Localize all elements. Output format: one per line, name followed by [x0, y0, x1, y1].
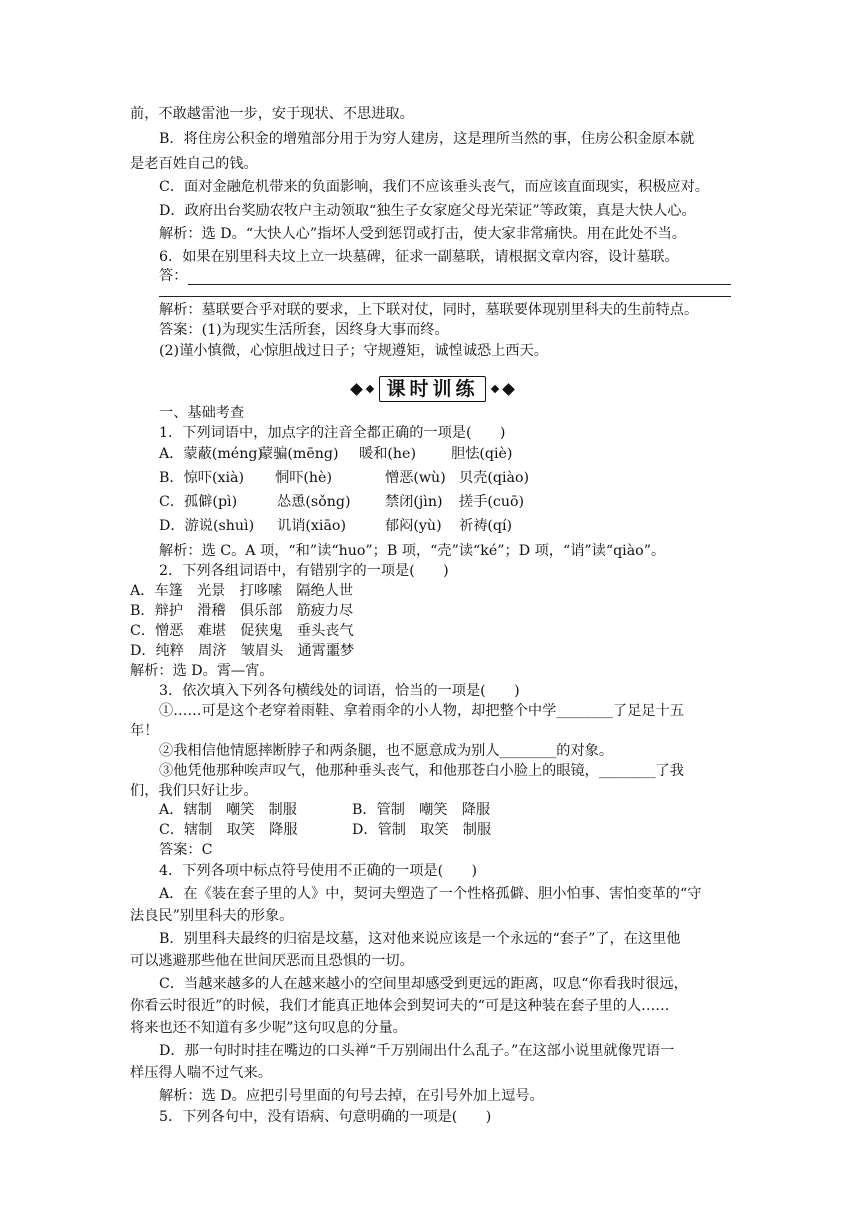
section-heading: 一、基础考查 [159, 405, 245, 421]
q3-option-c: C．辖制 取笑 降服 [159, 822, 298, 838]
answer-line: (2)谨小慎微，心惊胆战过日子；守规遵矩，诚惶诚恐上西天。 [159, 343, 548, 359]
text-line: 前，不敢越雷池一步，安于现状、不思进取。 [130, 106, 414, 122]
word: 胆怯(qiè) [451, 446, 513, 462]
option-c: C．面对金融危机带来的负面影响，我们不应该垂头丧气，而应该直面现实，积极应对。 [159, 179, 709, 195]
question-5: 5．下列各句中，没有语病、句意明确的一项是( ) [159, 1109, 492, 1125]
q2-option-a: A．车篷 光景 打哆嗦 隔绝人世 [130, 583, 354, 599]
option-b: B．将住房公积金的增殖部分用于为穷人建房，这是理所当然的事，住房公积金原本就 [159, 131, 695, 147]
q4-option-c-cont: 你看云时很近”的时候，我们才能真正地体会到契诃夫的“可是这种装在套子里的人…… [130, 998, 670, 1014]
q2-option-d: D．纯粹 周济 皱眉头 通霄噩梦 [130, 643, 355, 659]
q4-option-d: D．那一句时时挂在嘴边的口头禅“千万别闹出什么乱子。”在这部小说里就像咒语一 [159, 1043, 675, 1059]
question-2: 2．下列各组词语中，有错别字的一项是( ) [159, 563, 449, 579]
q3-option-d: D．管制 取笑 制服 [352, 822, 492, 838]
word: 郁闷(yù) [385, 518, 442, 534]
q3-options-row-2 [130, 820, 735, 840]
q4-analysis: 解析：选 D。应把引号里面的句号去掉，在引号外加上逗号。 [159, 1088, 544, 1104]
q2-option-b: B．辩护 滑稽 俱乐部 筋疲力尽 [130, 603, 354, 619]
q3-answer: 答案：C [159, 842, 213, 858]
q4-option-b: B．别里科夫最终的归宿是坟墓，这对他来说应该是一个永远的“套子”了，在这里他 [159, 931, 681, 947]
word: 禁闭(jìn) [385, 494, 443, 510]
q4-option-c: C．当越来越多的人在越来越小的空间里却感受到更远的距离，叹息“你看我时很远， [159, 976, 688, 992]
diamond-icon [502, 383, 515, 396]
diamond-icon [351, 383, 364, 396]
question-1: 1．下列词语中，加点字的注音全都正确的一项是( ) [159, 425, 506, 441]
word: 祈祷(qí) [459, 518, 513, 534]
q1-option-a [130, 444, 735, 464]
analysis-line: 解析：选 D。“大快人心”指坏人受到惩罚或打击，使大家非常痛快。用在此处不当。 [159, 226, 686, 242]
word: B．惊吓(xià) [159, 470, 245, 486]
q3-options-row-1 [130, 800, 735, 820]
q3-sentence-1: ①……可是这个老穿着雨鞋、拿着雨伞的小人物，却把整个中学________了足足十五 [159, 703, 684, 719]
answer-blank-line [188, 284, 731, 285]
diamond-icon [490, 385, 498, 393]
banner-title: 课时训练 [379, 376, 485, 402]
q4-option-b-cont: 可以逃避那些他在世间厌恶而且恐惧的一切。 [130, 953, 414, 969]
word: 讥诮(xiāo) [277, 518, 346, 534]
word: 暖和(he) [359, 446, 416, 462]
option-d: D．政府出台奖励农牧户主动领取“独生子女家庭父母光荣证”等政策，真是大快人心。 [159, 203, 696, 219]
answer-blank-line [159, 296, 731, 297]
q3-option-b: B．管制 嘲笑 降服 [352, 802, 491, 818]
word: 搓手(cuō) [459, 494, 525, 510]
word: 蒙骗(mēng) [259, 446, 339, 462]
word: 憎恶(wù) [385, 470, 446, 486]
q3-sentence-3: ③他凭他那种唉声叹气，他那种垂头丧气，和他那苍白小脸上的眼镜，________了我 [159, 763, 684, 779]
answer-line: 答案：(1)为现实生活所套，因终身大事而终。 [159, 322, 449, 338]
section-banner [130, 375, 735, 403]
q1-option-b [130, 468, 735, 488]
diamond-icon [366, 385, 374, 393]
q1-analysis: 解析：选 C。A 项，“和”读“huo”；B 项，“壳”读“ké”；D 项，“诮”读“qiào”。 [159, 543, 666, 559]
word: 贝壳(qiào) [459, 470, 530, 486]
word: C．孤僻(pì) [159, 494, 238, 510]
answer-label: 答： [159, 268, 188, 284]
text-line: 是老百姓自己的钱。 [130, 156, 258, 172]
word: A．蒙蔽(méng) [159, 446, 263, 462]
q1-option-c [130, 492, 735, 512]
q1-option-d [130, 516, 735, 536]
q4-option-a-cont: 法良民”别里科夫的形象。 [130, 908, 294, 924]
q4-option-a: A．在《装在套子里的人》中，契诃夫塑造了一个性格孤僻、胆小怕事、害怕变革的“守 [159, 886, 702, 902]
question-3: 3．依次填入下列各句横线处的词语，恰当的一项是( ) [159, 683, 520, 699]
word: 怂恿(sǒng) [277, 494, 351, 510]
q3-sentence-1-cont: 年！ [130, 723, 159, 739]
q4-option-c-cont: 将来也还不知道有多少呢”这句叹息的分量。 [130, 1020, 407, 1036]
q2-analysis: 解析：选 D。霄—宵。 [130, 663, 274, 679]
q3-sentence-2: ②我相信他情愿摔断脖子和两条腿，也不愿意成为别人________的对象。 [159, 743, 614, 759]
word: D．游说(shuì) [159, 518, 255, 534]
q2-option-c: C．憎恶 难堪 促狭鬼 垂头丧气 [130, 623, 354, 639]
question-4: 4．下列各项中标点符号使用不正确的一项是( ) [159, 863, 478, 879]
q3-option-a: A．辖制 嘲笑 制服 [159, 802, 297, 818]
q3-sentence-3-cont: 们，我们只好让步。 [130, 783, 258, 799]
word: 恫吓(hè) [275, 470, 332, 486]
q4-option-d-cont: 样压得人喘不过气来。 [130, 1065, 272, 1081]
analysis-line: 解析：墓联要合乎对联的要求，上下联对仗，同时，墓联要体现别里科夫的生前特点。 [159, 302, 699, 318]
question-6: 6．如果在别里科夫坟上立一块墓碑，征求一副墓联，请根据文章内容，设计墓联。 [159, 249, 679, 265]
